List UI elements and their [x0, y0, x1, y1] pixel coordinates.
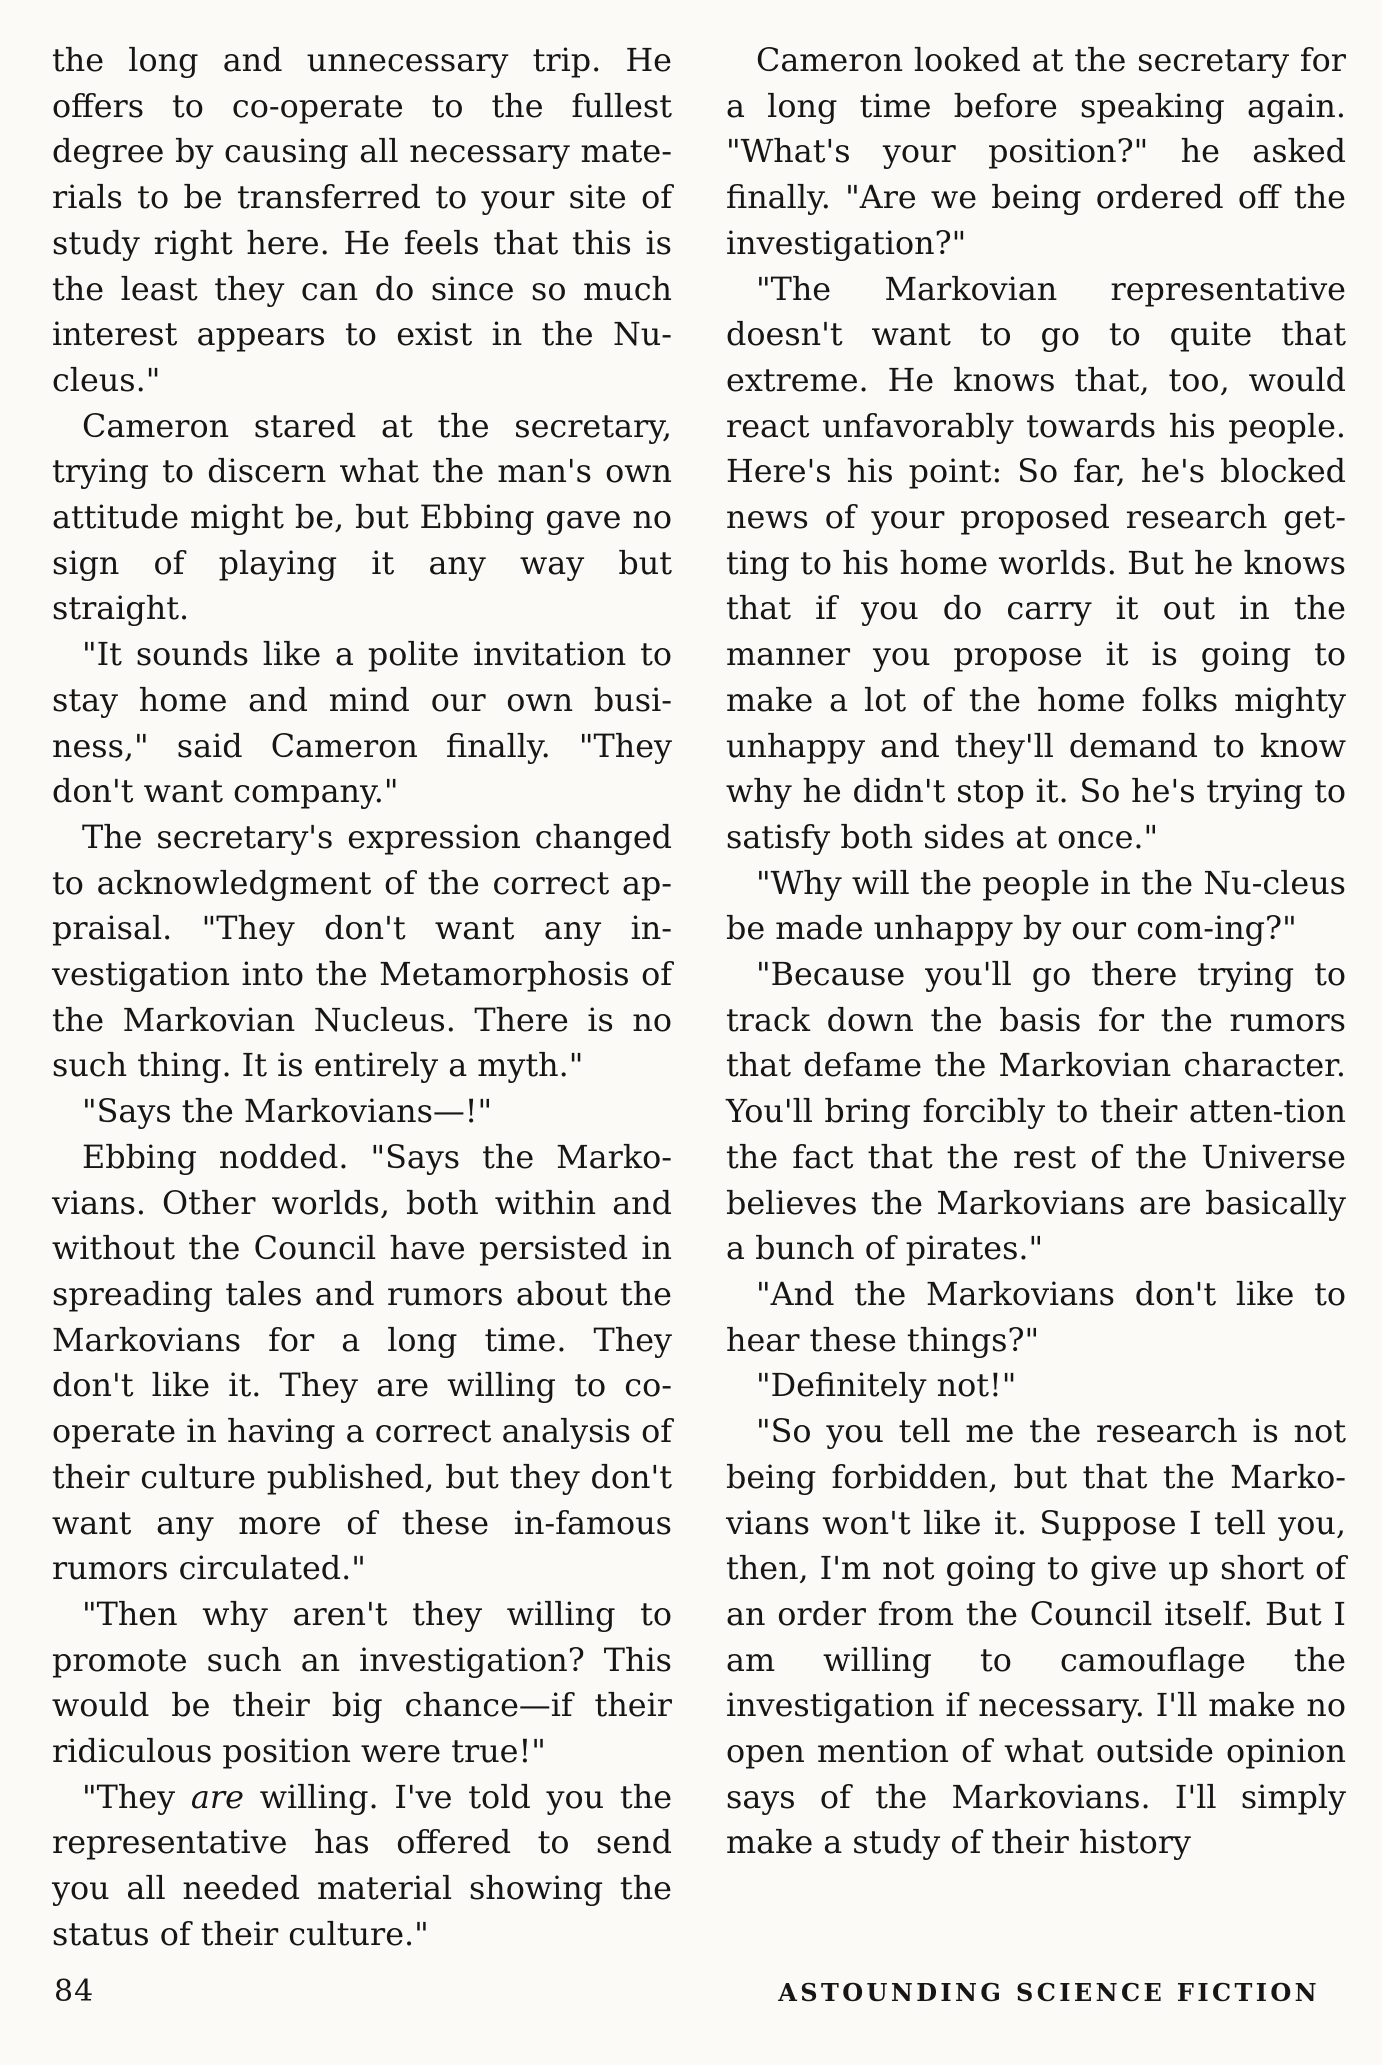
- paragraph: The secretary's expression changed to acknowledgment of the correct ap-praisal. "They don't want any in-vestigation into the Metamorphosis of the Markovian Nucleus. There is no such thing. It is entirely a myth.": [52, 818, 672, 1085]
- paragraph: "Because you'll go there trying to track down the basis for the rumors that defame the Markovian character. You'll bring forcibly to their atten-tion the fact that the rest of the Universe believes the Markovians are basically a bunch of pirates.": [726, 956, 1346, 1268]
- paragraph: "Says the Markovians—!": [82, 1093, 493, 1131]
- paragraph: "It sounds like a polite invitation to stay home and mind our own busi-ness," said Cameron finally. "They don't want company.": [52, 636, 672, 811]
- right-column: [726, 38, 1346, 1866]
- magazine-title-footer: ASTOUNDING SCIENCE FICTION: [778, 1978, 1320, 2007]
- paragraph: "Then why aren't they willing to promote such an investigation? This would be their big chance—if their ridiculous position were true!": [52, 1595, 672, 1771]
- paragraph: Cameron stared at the secretary, trying to discern what the man's own attitude might be, but Ebbing gave no sign of playing it any way but straight.: [52, 407, 672, 628]
- paragraph: Ebbing nodded. "Says the Marko-vians. Other worlds, both within and without the Council have persisted in spreading tales and rumors about the Markovians for a long time. They don't like it. They are willing to co-operate in having a correct analysis of their culture published, but they don't want any more of these in-famous rumors circulated.": [52, 1138, 672, 1588]
- paragraph: "Why will the people in the Nu-cleus be made unhappy by our com-ing?": [726, 864, 1346, 948]
- paragraph-with-emphasis: [52, 1775, 672, 1958]
- paragraph: "And the Markovians don't like to hear these things?": [726, 1275, 1346, 1359]
- text-run: "They: [82, 1778, 191, 1816]
- paragraph: "So you tell me the research is not being forbidden, but that the Marko-vians won't like it. Suppose I tell you, then, I'm not going to give up short of an order from the Council itself. But I am willing to camouflage the investigation if necessary. I'll make no open mention of what outside opinion says of the Markovians. I'll simply make a study of their history: [726, 1413, 1346, 1862]
- page-number: 84: [54, 1974, 95, 2009]
- left-column: [52, 38, 672, 1958]
- text-run: willing. I've told you the representative has offered to send you all needed material showing the status of their culture.": [52, 1778, 673, 1953]
- paragraph: "The Markovian representative doesn't want to go to quite that extreme. He knows that, too, would react unfavorably towards his people. Here's his point: So far, he's blocked news of your proposed research get-ting to his home worlds. But he knows that if you do carry it out in the manner you propose it is going to make a lot of the home folks mighty unhappy and they'll demand to know why he didn't stop it. So he's trying to satisfy both sides at once.": [726, 270, 1346, 856]
- emphasis-word: are: [190, 1778, 244, 1816]
- paragraph: "Definitely not!": [756, 1367, 1017, 1405]
- paragraph: Cameron looked at the secretary for a long time before speaking again. "What's your position?" he asked finally. "Are we being ordered off the investigation?": [726, 42, 1346, 262]
- paragraph: the long and unnecessary trip. He offers to co-operate to the fullest degree by causing all necessary mate-rials to be transferred to your site of study right here. He feels that this is the least they can do since so much interest appears to exist in the Nu-cleus.": [52, 42, 672, 399]
